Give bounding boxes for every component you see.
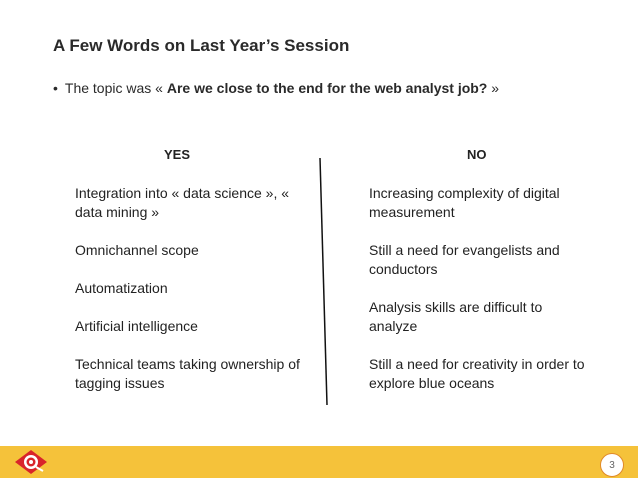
footer-bar [0, 446, 638, 478]
yes-item: Integration into « data science », « data mining » [75, 185, 290, 220]
no-heading: NO [467, 147, 487, 162]
no-item: Still a need for evangelists and conductors [369, 242, 560, 277]
yes-item: Artificial intelligence [75, 318, 198, 334]
bullet-emphasis: Are we close to the end for the web analyst job? [166, 80, 488, 96]
no-item: Still a need for creativity in order to explore blue oceans [369, 356, 585, 391]
bullet-dot: • [53, 80, 58, 96]
no-list [369, 184, 594, 393]
bullet-prefix: The topic was « [64, 80, 163, 96]
no-item: Increasing complexity of digital measurement [369, 185, 560, 220]
yes-heading: YES [164, 147, 191, 162]
yes-item: Technical teams taking ownership of tagging issues [75, 356, 300, 391]
red-target-logo-icon [14, 449, 48, 475]
page-number: 3 [600, 453, 624, 477]
yes-list [75, 184, 305, 393]
yes-item: Omnichannel scope [75, 242, 199, 258]
bullet-suffix: » [491, 80, 500, 96]
no-item: Analysis skills are difficult to analyze [369, 299, 543, 334]
slide-title: A Few Words on Last Year’s Session [53, 36, 350, 55]
yes-item: Automatization [75, 280, 168, 296]
